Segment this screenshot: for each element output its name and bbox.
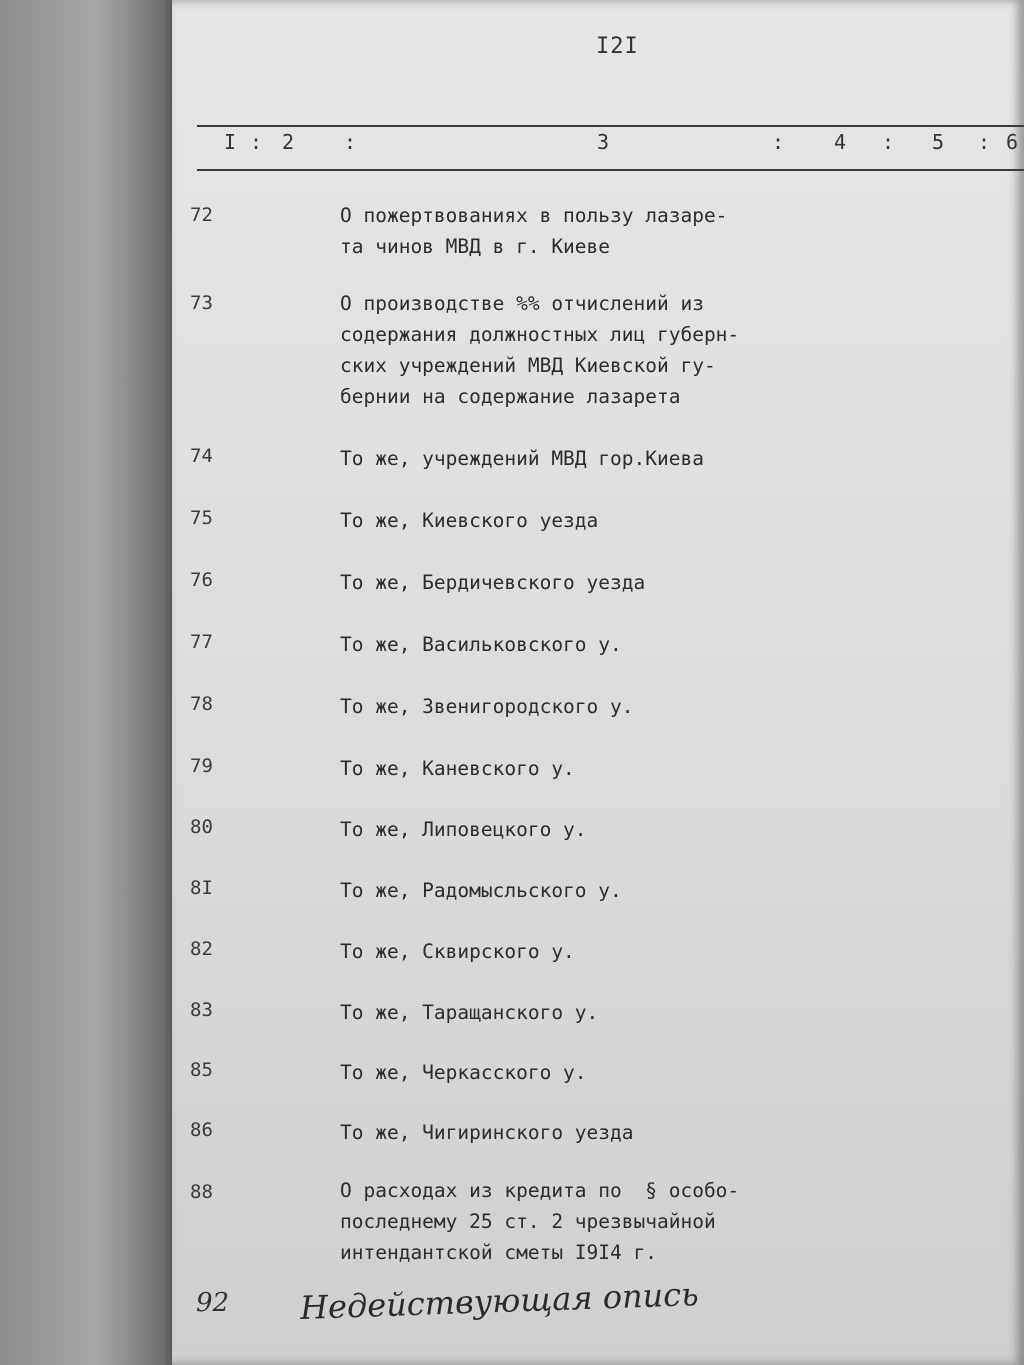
row-number: 85 [190, 1059, 213, 1081]
row-text: То же, Черкасского у. [340, 1061, 587, 1084]
row-text: То же, Бердичевского уезда [340, 571, 646, 594]
row-number: 76 [190, 569, 213, 591]
handwritten-number: 92 [196, 1288, 230, 1318]
page-number: I2I [596, 34, 639, 59]
row-text: То же, Васильковского у. [340, 633, 622, 656]
left-page-edge [0, 0, 178, 1365]
row-text: То же, Звенигородского у. [340, 695, 634, 718]
row-text: О пожертвованиях в пользу лазаре- та чинов МВД в г. Киеве [340, 204, 728, 258]
row-text: То же, Таращанского у. [340, 1001, 599, 1024]
column-separator: : [882, 130, 895, 154]
row-text: То же, Сквирского у. [340, 940, 575, 963]
row-number: 83 [190, 999, 213, 1021]
column-header: 5 [932, 130, 945, 154]
header-rule-top [197, 125, 1024, 127]
row-text: То же, учреждений МВД гор.Киева [340, 447, 704, 470]
row-number: 79 [190, 755, 213, 777]
row-number: 88 [190, 1181, 213, 1203]
row-text: То же, Радомысльского у. [340, 879, 622, 902]
row-number: 86 [190, 1119, 213, 1141]
column-header: 3 [597, 130, 610, 154]
row-text: То же, Киевского уезда [340, 509, 599, 532]
row-text: О расходах из кредита по § особо- последнему 25 ст. 2 чрезвычайной интендантской сметы I9I4 г. [340, 1179, 740, 1264]
row-number: 80 [190, 816, 213, 838]
column-header: I [224, 130, 237, 154]
handwritten-note: Недействующая опись [299, 1275, 700, 1327]
column-separator: : [344, 130, 357, 154]
row-number: 73 [190, 292, 213, 314]
row-number: 74 [190, 445, 213, 467]
column-header: 6 [1006, 130, 1019, 154]
row-number: 78 [190, 693, 213, 715]
header-rule-bottom [197, 169, 1024, 171]
row-number: 75 [190, 507, 213, 529]
row-number: 8I [190, 877, 213, 899]
row-number: 72 [190, 204, 213, 226]
column-header: 2 [282, 130, 295, 154]
column-header-row [172, 130, 1024, 160]
row-text: То же, Каневского у. [340, 757, 575, 780]
column-separator: : [772, 130, 785, 154]
row-number: 82 [190, 938, 213, 960]
row-number: 77 [190, 631, 213, 653]
row-text: О производстве %% отчислений из содержания должностных лиц губерн- ских учреждений МВД Киевской гу- бернии на содержание лазарета [340, 292, 740, 408]
document-page [172, 0, 1024, 1365]
row-text: То же, Липовецкого у. [340, 818, 587, 841]
row-text: То же, Чигиринского уезда [340, 1121, 634, 1144]
column-separator: : [250, 130, 263, 154]
column-header: 4 [834, 130, 847, 154]
column-separator: : [978, 130, 991, 154]
